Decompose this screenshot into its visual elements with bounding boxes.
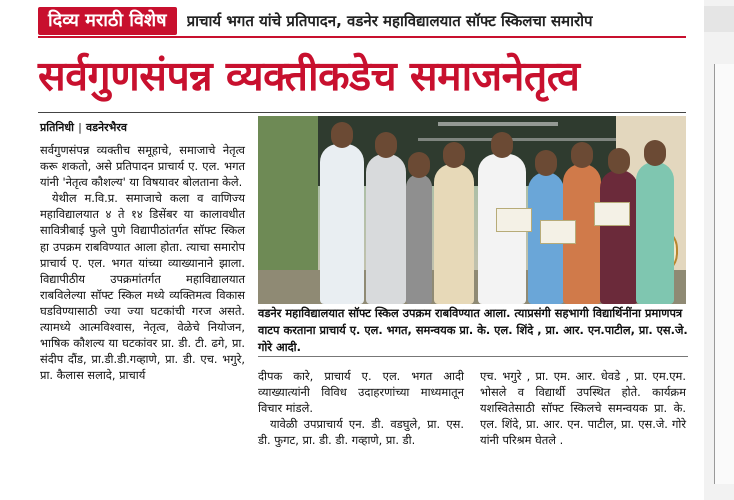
byline: [40, 120, 240, 135]
article-column-right: [480, 368, 686, 448]
photo-person: [600, 170, 638, 304]
photo-person: [406, 174, 432, 304]
adjacent-column: [714, 64, 734, 484]
byline-place: वडनेरभैरव: [85, 121, 127, 134]
section-header: [38, 6, 686, 38]
paragraph: येथील म.वि.प्र. समाजाचे कला व वाणिज्य महाविद्यालयात ४ ते १४ डिसेंबर या कालावधीत सावित्रीबाई फुले पुणे विद्यापीठांतर्गत सॉफ्ट स्किल हा उपक्रम राबविण्यात आला होता. त्याचा समारोप प्राचार्य ए. एल. भगत यांच्या व्याख्यानाने झाला. विद्यापीठीय उपक्रमांतर्गत महाविद्यालयात राबविलेल्या सॉफ्ट स्किल मध्ये व्यक्तिमत्व विकास घडविण्यासाठी ज्या ज्या घटकांची गरज असते. त्यामध्ये आत्मविश्वास, नेतृत्व, वेळेचे नियोजन, भाषिक कौशल्य या घटकांवर प्रा. डी. टी. ढगे, प्रा. संदीप दौंड, प्रा.डी.डी.गव्हाणे, प्रा. डी. एच. भगुरे, प्रा. कैलास सलादे, प्राचार्य: [40, 191, 245, 383]
certificate: [540, 220, 576, 244]
certificate: [496, 208, 532, 232]
headline: सर्वगुणसंपन्न व्यक्तीकडेच समाजनेतृत्व: [38, 52, 580, 100]
photo-person: [636, 162, 674, 304]
headline-rule: [38, 112, 686, 113]
byline-reporter: प्रतिनिधी: [40, 121, 74, 134]
byline-separator: |: [77, 121, 82, 134]
paragraph: सर्वगुणसंपन्न व्यक्तीच समूहाचे, समाजाचे नेतृत्व करू शकतो, असे प्रतिपादन प्राचार्य ए. एल. भगत यांनी 'नेतृत्व कौशल्य' या विषयावर बोलताना केले.: [40, 143, 245, 190]
photo-person: [434, 164, 474, 304]
article-column-middle: [258, 368, 464, 448]
paragraph: दीपक कारे, प्राचार्य ए. एल. भगत आदी व्याख्यात्यांनी विविध उदाहरणांच्या माध्यमातून विचार मांडले.: [258, 369, 464, 416]
article-column-left: [40, 142, 245, 383]
paragraph: यावेळी उपप्राचार्य एन. डी. वडघुले, प्रा. एस. डी. फुगट, प्रा. डी. डी. गव्हाणे, प्रा. डी.: [258, 417, 464, 448]
paragraph: एच. भगुरे , प्रा. एम. आर. धेवडे , प्रा. एम.एम. भोसले व विद्यार्थी उपस्थित होते. कार्यक्रम यशस्वितेसाठी सॉफ्ट स्किलचे समन्वयक प्रा. के. एल. शिंदे, प्रा. आर. एन. पाटील, प्रा. एस.जे. गोरे यांनी परिश्रम घेतले .: [480, 369, 686, 448]
adjacent-page-strip: [704, 0, 734, 500]
kicker-line: प्राचार्य भगत यांचे प्रतिपादन, वडनेर महाविद्यालयात सॉफ्ट स्किलचा समारोप: [186, 12, 593, 30]
certificate: [594, 202, 630, 226]
adjacent-header-bar: [704, 6, 734, 32]
photo-person: [320, 144, 364, 304]
photo-person: [366, 154, 406, 304]
caption-rule: [258, 356, 688, 357]
section-tag: दिव्य मराठी विशेष: [38, 7, 177, 35]
news-photo: [258, 116, 686, 304]
photo-caption: वडनेर महाविद्यालयात सॉफ्ट स्किल उपक्रम राबविण्यात आला. त्याप्रसंगी सहभागी विद्यार्थिनींना प्रमाणपत्र वाटप करताना प्राचार्य ए. एल. भगत, समन्वयक प्रा. के. एल. शिंदे , प्रा. आर. एन.पाटील, प्रा. एस.जे. गोरे आदी.: [258, 306, 688, 354]
